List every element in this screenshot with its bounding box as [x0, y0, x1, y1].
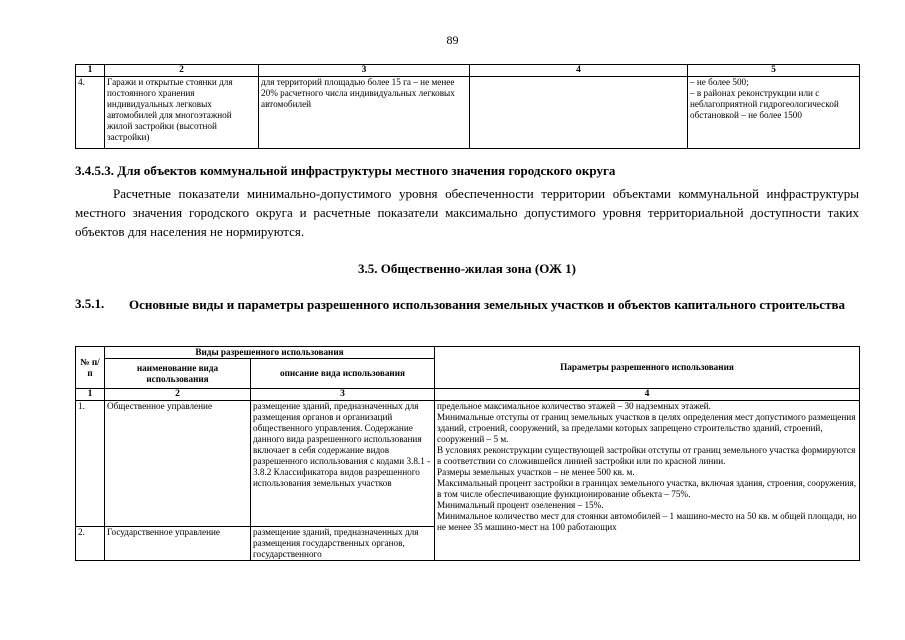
- header-cell: 3: [259, 65, 470, 77]
- table-cell: 4.: [76, 77, 105, 149]
- header-kinds: Виды разрешенного использования: [105, 347, 435, 359]
- param-line: предельное максимальное количество этажей – 30 надземных этажей.: [437, 401, 711, 411]
- table-cell: 2.: [76, 527, 105, 561]
- table-cell: Государственное управление: [105, 527, 251, 561]
- param-line: В условиях реконструкции существующей застройки отступы от границ земельного участка формируются в соответствии со сложившейся линией застройки или по красной линии.: [437, 445, 856, 466]
- table-cell: Общественное управление: [105, 401, 251, 527]
- section-heading-35: 3.5. Общественно-жилая зона (ОЖ 1): [358, 261, 576, 276]
- table-cell: Гаражи и открытые стоянки для постоянного хранения индивидуальных легковых автомобилей для многоэтажной жилой застройки (высотной застройки): [105, 77, 259, 149]
- params-cell: [435, 401, 860, 561]
- table-cell: размещение зданий, предназначенных для размещения органов и организаций общественного управления. Содержание данного вида разрешенного использования включает в себя содержание видов разрешенного использования с кодами 3.8.1 - 3.8.2 Классификатора видов разрешенного использования земельных участков: [251, 401, 435, 527]
- column-number-row: [76, 389, 860, 401]
- table-cell: – не более 500; – в районах реконструкции или с неблагоприятной гидрогеологической обстановкой – не более 1500: [688, 77, 860, 149]
- header-cell: 1: [76, 65, 105, 77]
- param-line: Минимальный процент озеленения – 15%.: [437, 500, 604, 510]
- header-num: № п/п: [76, 347, 105, 389]
- header-cell: 2: [105, 65, 259, 77]
- param-line: Минимальные отступы от границ земельных участков в целях определения мест допустимого размещения зданий, строений, сооружений, за пределами которых запрещено строительство зданий, строений, сооружений – 5 м.: [437, 412, 856, 444]
- header-name: наименование вида использования: [105, 359, 251, 389]
- page-number: 89: [446, 33, 459, 47]
- section-heading-3453: 3.4.5.3. Для объектов коммунальной инфраструктуры местного значения городского округа: [75, 163, 616, 178]
- table-main: [75, 346, 860, 561]
- table-top: [75, 64, 860, 149]
- table-header-row: [76, 65, 860, 77]
- header-cell: 5: [688, 65, 860, 77]
- table-cell: размещение зданий, предназначенных для размещения государственных органов, государственного: [251, 527, 435, 561]
- param-line: Максимальный процент застройки в границах земельного участка, включая здания, строения, сооружения, в том числе обеспечивающие функционирование объекта – 75%.: [437, 478, 857, 499]
- table-cell: [470, 77, 688, 149]
- section-heading-351: Основные виды и параметры разрешенного использования земельных участков и объектов капитального строительства: [129, 297, 845, 312]
- header-cell: 4: [435, 389, 860, 401]
- table-row: [76, 77, 860, 149]
- header-desc: описание вида использования: [251, 359, 435, 389]
- table-cell: 1.: [76, 401, 105, 527]
- table-cell: для территорий площадью более 15 га – не менее 20% расчетного числа индивидуальных легковых автомобилей: [259, 77, 470, 149]
- header-cell: 1: [76, 389, 105, 401]
- header-cell: 2: [105, 389, 251, 401]
- section-351-number: 3.5.1.: [75, 296, 105, 311]
- section-3453-text: Расчетные показатели минимально-допустимого уровня обеспеченности территории объектами коммунальной инфраструктуры местного значения городского округа и расчетные показатели максимально допустимого уровня территориальной доступности таких объектов для населения не нормируются.: [75, 186, 859, 239]
- param-line: Размеры земельных участков – не менее 500 кв. м.: [437, 467, 635, 477]
- header-params: Параметры разрешенного использования: [435, 347, 860, 389]
- param-line: Минимальное количество мест для стоянки автомобилей – 1 машино-место на 50 кв. м общей площади, но не менее 35 машино-мест на 100 работающих: [437, 511, 857, 532]
- table-row: [76, 401, 860, 527]
- header-cell: 4: [470, 65, 688, 77]
- table-header-row: [76, 347, 860, 359]
- header-cell: 3: [251, 389, 435, 401]
